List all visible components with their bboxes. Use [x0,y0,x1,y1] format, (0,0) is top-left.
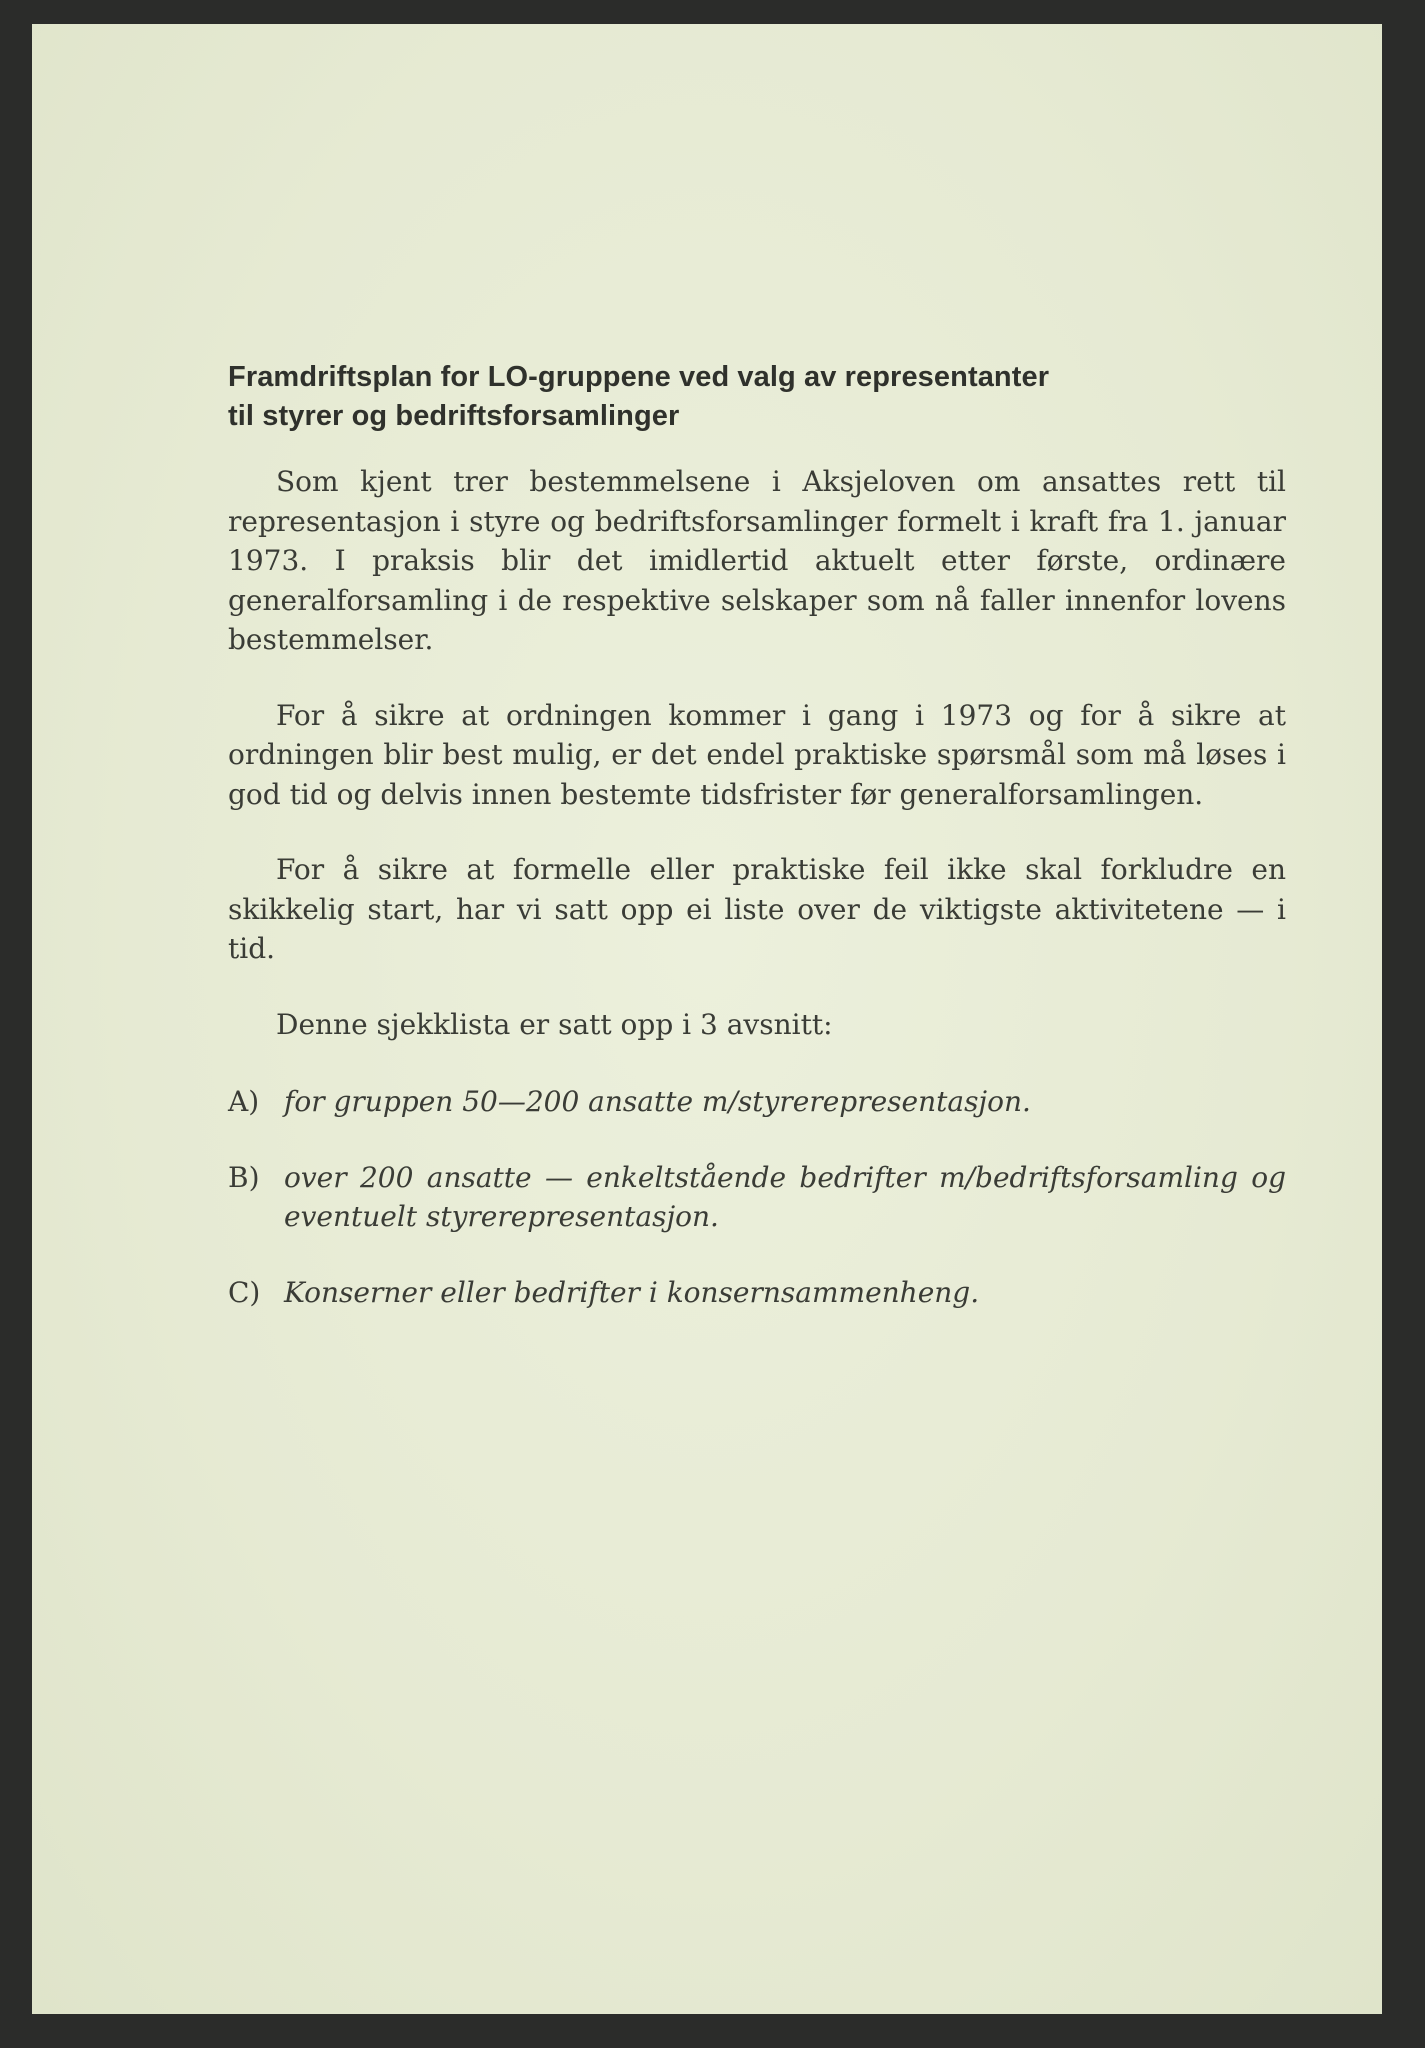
heading-line-2: til styrer og bedriftsforsamlinger [228,400,680,432]
list-item-letter: B) [228,1160,260,1194]
heading-line-1: Framdriftsplan for LO-gruppene ved valg av representanter [228,361,1050,393]
checklist-sections [228,1082,1286,1312]
list-item-text: Konserner eller bedrifter i konsernsammenheng. [284,1275,980,1309]
document-body [228,358,1286,1348]
list-item-text: over 200 ansatte — enkeltstående bedrifter m/bedriftsforsamling og eventuelt styrerepresentasjon. [284,1160,1286,1233]
document-heading [228,358,1286,436]
paragraph-ordningen: For å sikre at ordningen kommer i gang i 1973 og for å sikre at ordningen blir best mulig, er det endel praktiske spørsmål som må løses i god tid og delvis innen bestemte tidsfrister før generalforsamlingen. [228,698,1286,811]
document-page [32,24,1382,2014]
paragraph-sjekkliste: Denne sjekklista er satt opp i 3 avsnitt: [276,1007,833,1041]
paragraph-aksjeloven: Som kjent trer bestemmelsene i Aksjeloven om ansattes rett til representasjon i styre og bedriftsforsamlinger formelt i kraft fra 1. januar 1973. I praksis blir det imidlertid aktuelt etter første, ordinære generalforsamling i de respektive selskaper som nå faller innenfor lovens bestemmelser. [228,465,1286,656]
list-item-text: for gruppen 50—200 ansatte m/styrerepresentasjon. [284,1085,1031,1118]
list-item-letter: C) [228,1275,261,1309]
list-item [228,1082,1286,1122]
list-item [228,1158,1286,1237]
list-item-letter: A) [228,1085,260,1118]
list-item [228,1273,1286,1313]
paragraph-formelle-feil: For å sikre at formelle eller praktiske feil ikke skal forkludre en skikkelig start, har vi satt opp ei liste over de viktigste aktivitetene — i tid. [228,853,1286,965]
